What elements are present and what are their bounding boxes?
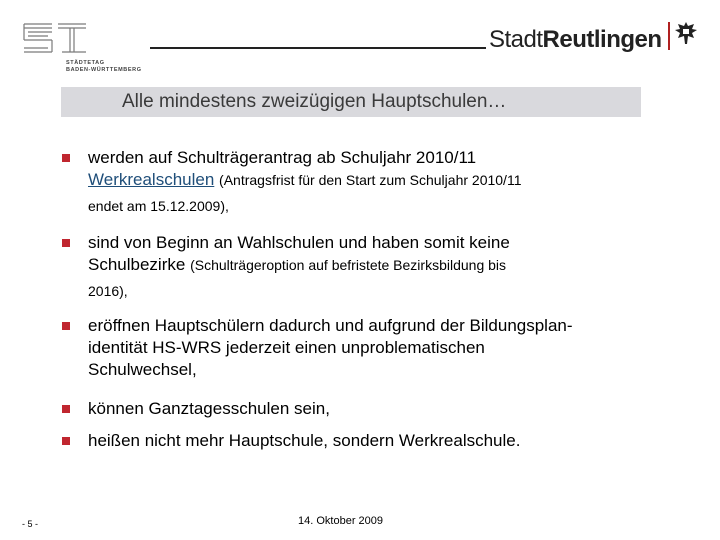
- logo-sub-line1: STÄDTETAG: [66, 60, 105, 66]
- bullet-text-3: [88, 315, 688, 381]
- bullet-3-line1: eröffnen Hauptschülern dadurch und aufgrund der Bildungsplan-: [88, 316, 573, 335]
- bullet-marker: [62, 322, 70, 330]
- city-name: Reutlingen: [542, 26, 662, 53]
- bullet-text-4: [88, 398, 688, 420]
- bullet-3-line3: Schulwechsel,: [88, 360, 197, 379]
- bullet-1-line1: werden auf Schulträgerantrag ab Schuljahr 2010/11: [88, 148, 477, 167]
- city-logo-text: [489, 26, 662, 54]
- staedtetag-logo: [22, 20, 162, 80]
- bullet-4-line1: können Ganztagesschulen sein,: [88, 399, 330, 418]
- logo-sub-line2: BADEN-WÜRTTEMBERG: [66, 67, 142, 73]
- bullet-2-note: (Schulträgeroption auf befristete Bezirksbildung bis: [190, 257, 507, 273]
- bullet-2-main: Schulbezirke: [88, 255, 186, 274]
- header-divider: [150, 47, 486, 49]
- bullet-2-line1: sind von Beginn an Wahlschulen und haben somit keine: [88, 233, 510, 252]
- werkrealschulen-link[interactable]: Werkrealschulen: [88, 170, 215, 189]
- bullet-text-1: [88, 147, 688, 217]
- bullet-2-line3: 2016),: [88, 283, 128, 299]
- page-number: - 5 -: [22, 519, 39, 529]
- bullet-marker: [62, 405, 70, 413]
- eagle-crest-icon: [674, 20, 698, 48]
- city-separator: [668, 22, 670, 50]
- city-prefix: Stadt: [489, 26, 543, 53]
- bullet-text-2: [88, 232, 688, 302]
- logo-subtitle: [66, 60, 142, 74]
- bullet-1-line3: endet am 15.12.2009),: [88, 198, 229, 214]
- staedtetag-logo-icon: [22, 20, 92, 56]
- bullet-marker: [62, 437, 70, 445]
- bullet-marker: [62, 154, 70, 162]
- bullet-1-note: (Antragsfrist für den Start zum Schuljahr 2010/11: [219, 172, 522, 188]
- bullet-5-line1: heißen nicht mehr Hauptschule, sondern Werkrealschule.: [88, 431, 521, 450]
- footer-date: 14. Oktober 2009: [298, 515, 384, 527]
- bullet-3-line2: identität HS-WRS jederzeit einen unproblematischen: [88, 338, 485, 357]
- bullet-text-5: [88, 430, 688, 452]
- slide-title: Alle mindestens zweizügigen Hauptschulen…: [122, 91, 507, 112]
- bullet-marker: [62, 239, 70, 247]
